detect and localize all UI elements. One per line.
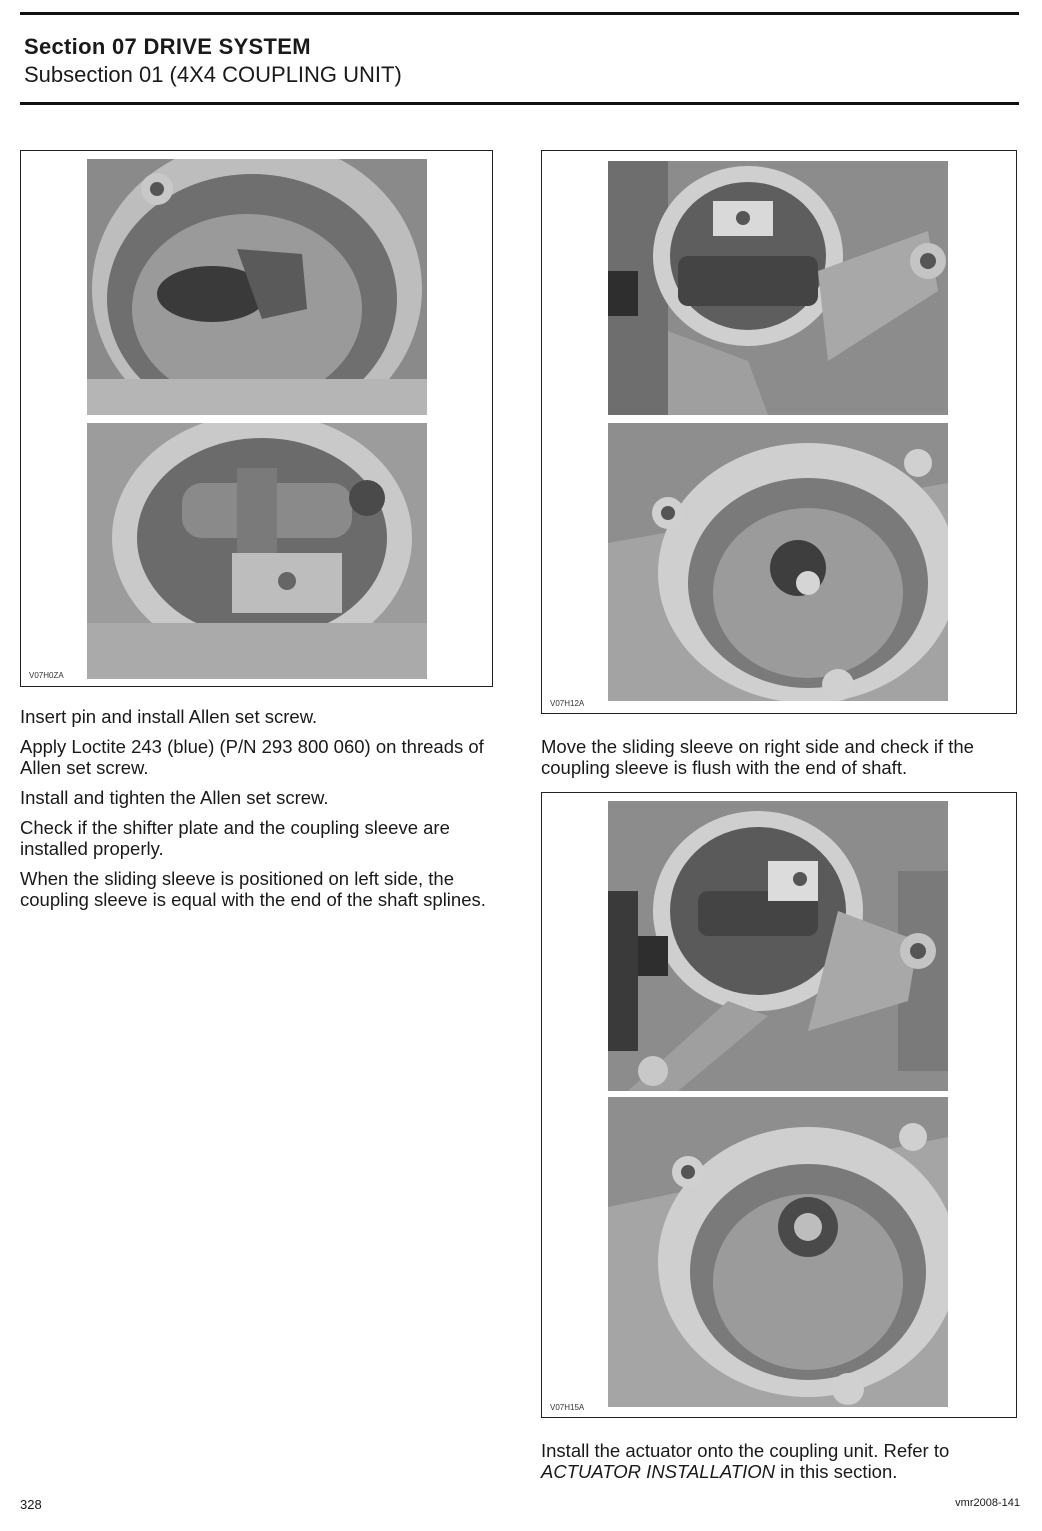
paragraph: Move the sliding sleeve on right side and check if the coupling sleeve is flush with the end of shaft. bbox=[541, 736, 974, 778]
right-column-text-1 bbox=[541, 736, 1019, 787]
photo-housing-top bbox=[87, 159, 427, 415]
figure-code: V07H15A bbox=[550, 1403, 585, 1412]
header-rule bbox=[20, 102, 1019, 105]
figure-sleeve-right bbox=[541, 792, 1017, 1418]
figure-sleeve-left bbox=[541, 150, 1017, 714]
photo-housing-bottom bbox=[87, 423, 427, 679]
cross-reference: ACTUATOR INSTALLATION bbox=[541, 1461, 776, 1482]
photo-coupling-top bbox=[608, 161, 948, 415]
figure-shifter-plate bbox=[20, 150, 493, 687]
photo-coupling-right-top bbox=[608, 801, 948, 1091]
left-column-text bbox=[20, 706, 492, 919]
right-column-text-2 bbox=[541, 1440, 1019, 1491]
subsection-title: Subsection 01 (4X4 COUPLING UNIT) bbox=[24, 62, 402, 87]
figure-code: V07H12A bbox=[550, 699, 585, 708]
photo-coupling-bottom bbox=[608, 423, 948, 701]
paragraph bbox=[541, 1440, 1019, 1482]
paragraph: Insert pin and install Allen set screw. bbox=[20, 706, 318, 727]
document-code: vmr2008-141 bbox=[955, 1497, 1020, 1509]
figure-code: V07H0ZA bbox=[29, 671, 64, 680]
paragraph: Check if the shifter plate and the coupling sleeve are installed properly. bbox=[20, 817, 450, 859]
paragraph: Install and tighten the Allen set screw. bbox=[20, 787, 329, 808]
photo-coupling-right-bottom bbox=[608, 1097, 948, 1407]
text-run: in this section. bbox=[775, 1461, 898, 1482]
page-number: 328 bbox=[20, 1497, 42, 1512]
section-title: Section 07 DRIVE SYSTEM bbox=[24, 34, 311, 59]
paragraph: When the sliding sleeve is positioned on left side, the coupling sleeve is equal with the end of the shaft splines. bbox=[20, 868, 486, 910]
paragraph: Apply Loctite 243 (blue) (P/N 293 800 060) on threads of Allen set screw. bbox=[20, 736, 484, 778]
text-run: Install the actuator onto the coupling unit. Refer to bbox=[541, 1440, 950, 1461]
top-rule bbox=[20, 12, 1019, 15]
